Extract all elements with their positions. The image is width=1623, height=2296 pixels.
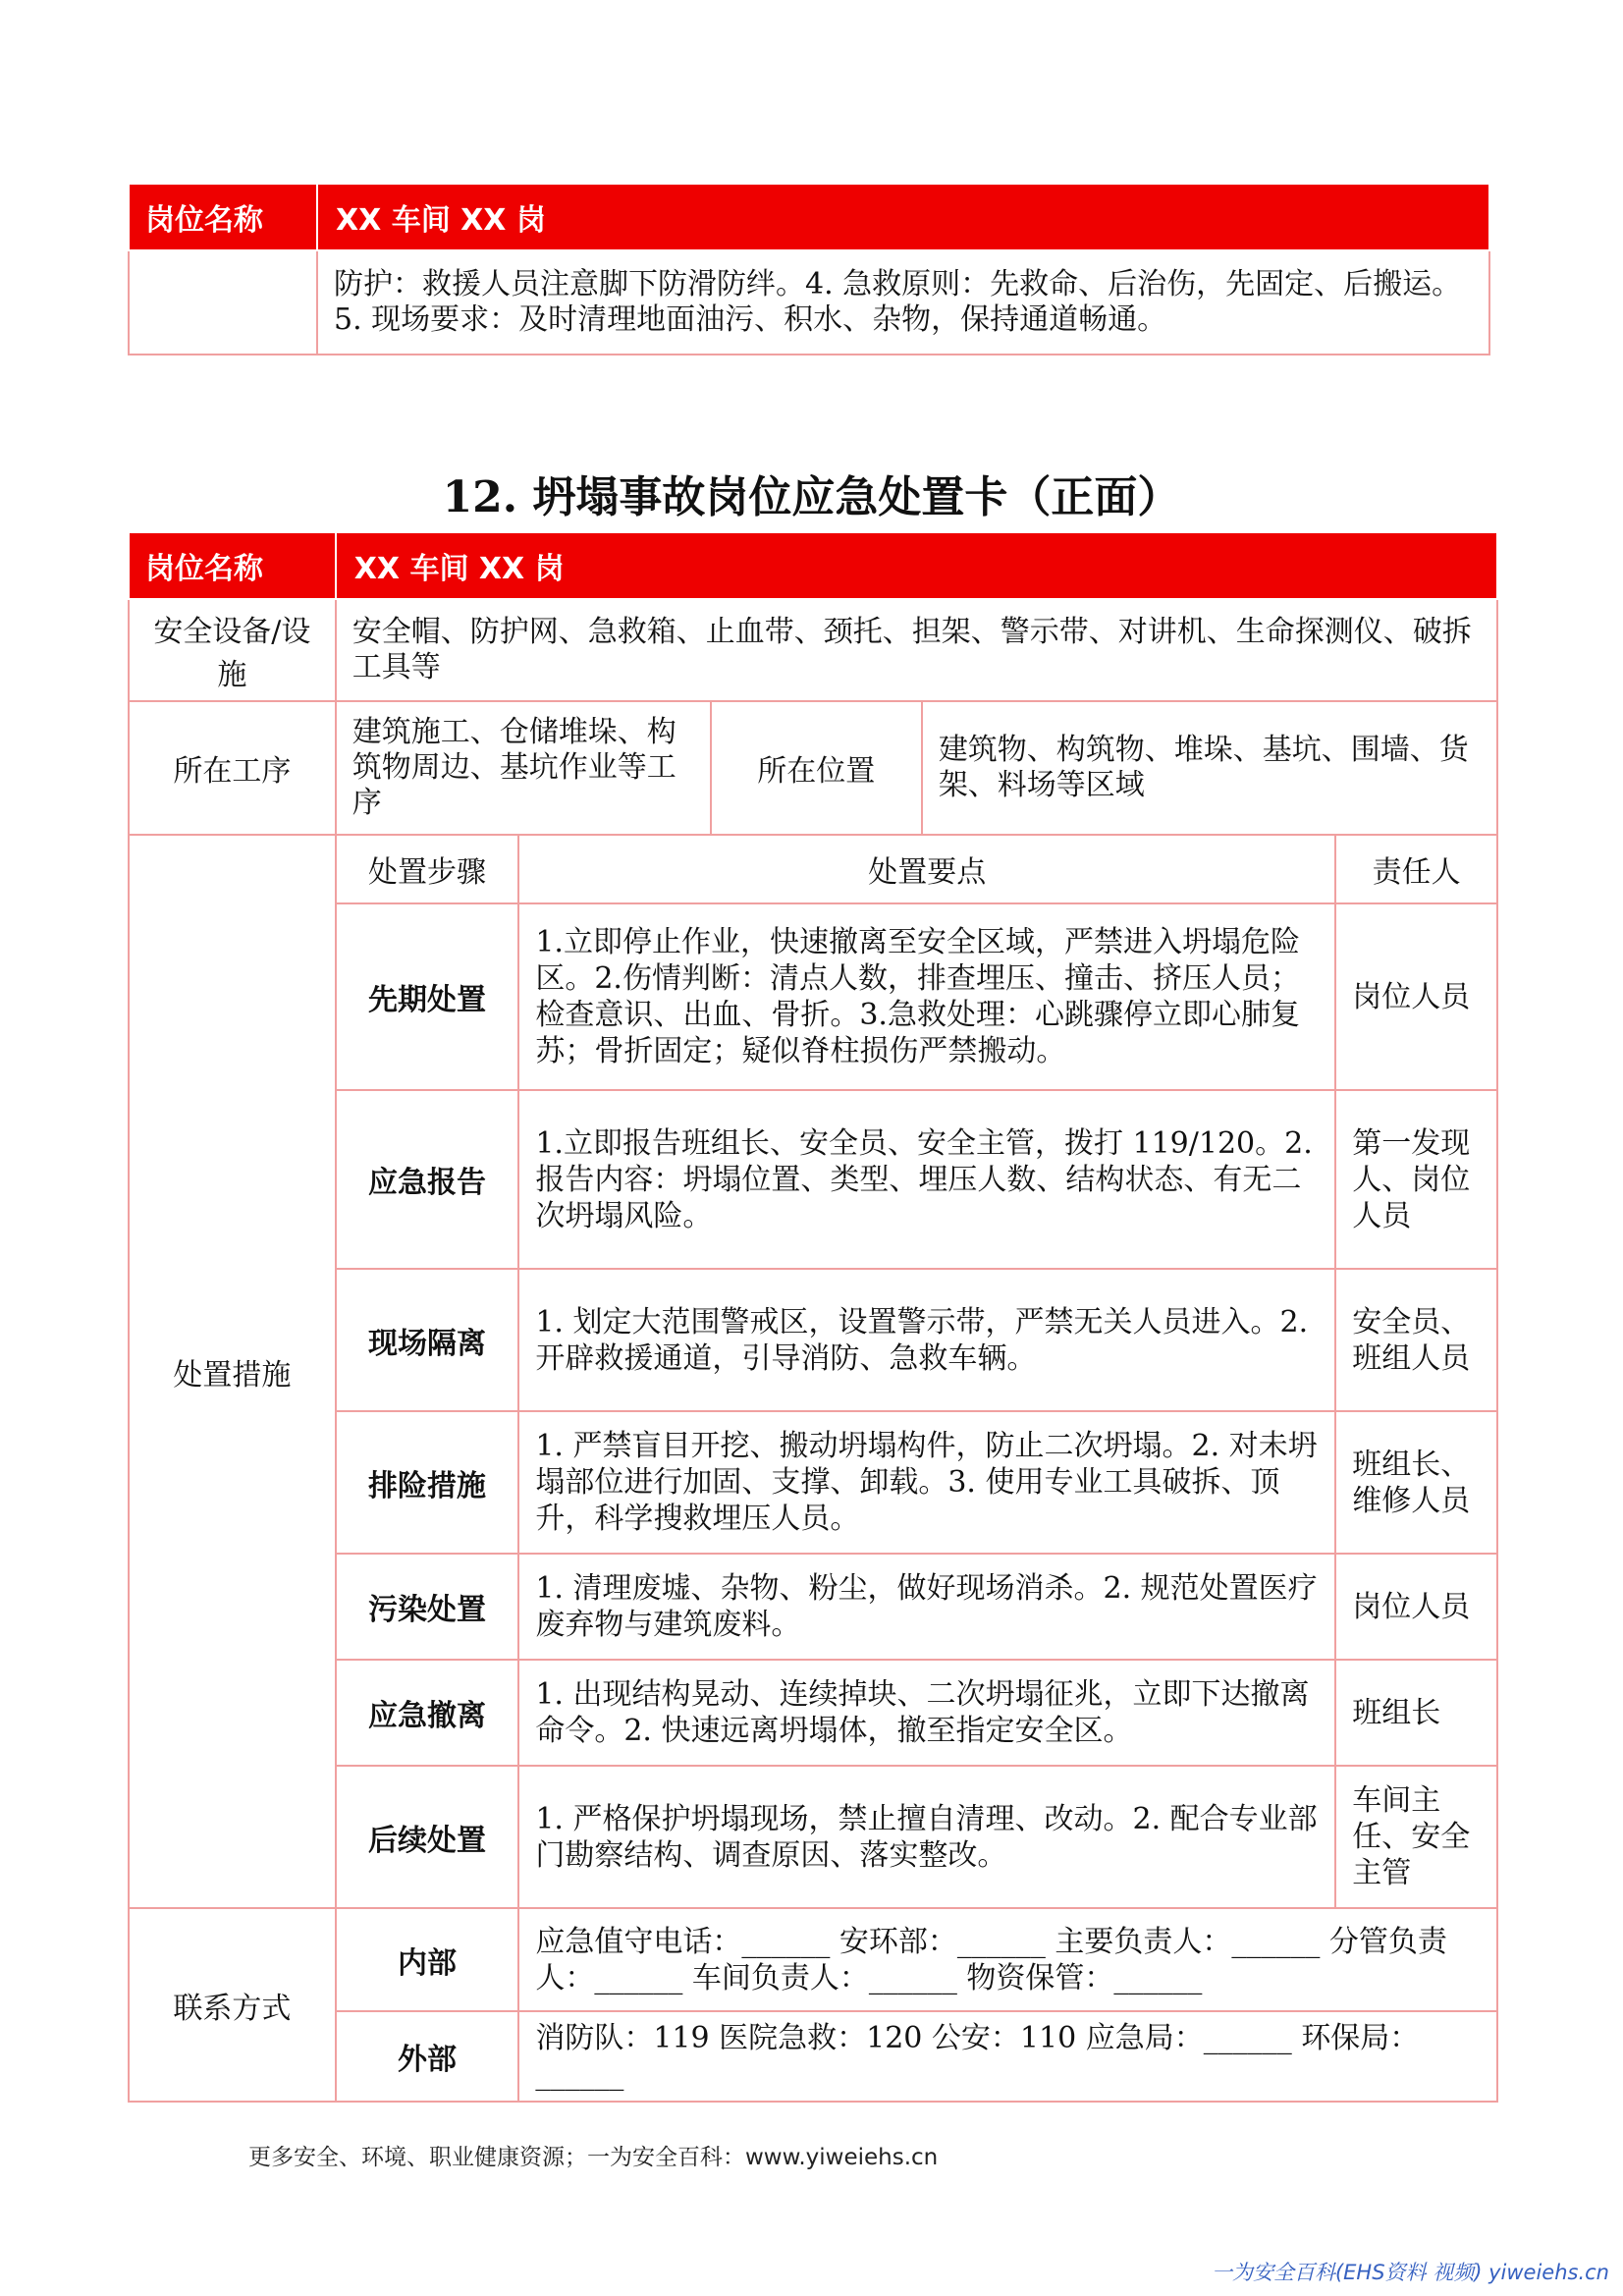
col-step-header: 处置步骤 [336,835,519,903]
step-responsible: 安全员、班组人员 [1335,1269,1497,1411]
location-label: 所在位置 [711,701,922,835]
equipment-value: 安全帽、防护网、急救箱、止血带、颈托、担架、警示带、对讲机、生命探测仪、破拆工具等 [336,599,1497,701]
watermark: 一为安全百科(EHS资料 视频) yiweiehs.cn [1211,2261,1609,2284]
step-points: 1.立即停止作业，快速撤离至安全区域，严禁进入坍塌危险区。2.伤情判断：清点人数，排查埋压、撞击、挤压人员；检查意识、出血、骨折。3.急救处理：心跳骤停立即心肺复苏；骨折固定；疑似脊柱损伤严禁搬动。 [518,903,1335,1090]
emergency-card [128,531,1498,2103]
empty-label-cell [129,250,317,355]
step-responsible: 岗位人员 [1335,1554,1497,1660]
process-value: 建筑施工、仓储堆垛、构筑物周边、基坑作业等工序 [336,701,711,835]
post-label: 岗位名称 [129,532,336,599]
col-points-header: 处置要点 [518,835,1335,903]
step-points: 1. 划定大范围警戒区，设置警示带，严禁无关人员进入。2. 开辟救援通道，引导消防、急救车辆。 [518,1269,1335,1411]
step-responsible: 班组长、维修人员 [1335,1411,1497,1554]
footer-text: 更多安全、环境、职业健康资源；一为安全百科：www.yiweiehs.cn [248,2145,939,2170]
page-title: 12. 坍塌事故岗位应急处置卡（正面） [442,472,1181,522]
equipment-label: 安全设备/设施 [129,599,336,701]
internal-label: 内部 [336,1908,519,2011]
continuation-text: 防护：救援人员注意脚下防滑防绊。4. 急救原则：先救命、后治伤，先固定、后搬运。5. 现场要求：及时清理地面油污、积水、杂物，保持通道畅通。 [317,250,1489,355]
post-value: XX 车间 XX 岗 [336,532,1497,599]
location-value: 建筑物、构筑物、堆垛、基坑、围墙、货架、料场等区域 [922,701,1497,835]
step-points: 1.立即报告班组长、安全员、安全主管，拨打 119/120。2.报告内容：坍塌位置、类型、埋压人数、结构状态、有无二次坍塌风险。 [518,1090,1335,1269]
card-continuation [128,183,1490,355]
step-responsible: 岗位人员 [1335,903,1497,1090]
step-responsible: 第一发现人、岗位人员 [1335,1090,1497,1269]
post-label: 岗位名称 [129,184,317,250]
step-points: 1. 严禁盲目开挖、搬动坍塌构件，防止二次坍塌。2. 对未坍塌部位进行加固、支撑、卸载。3. 使用专业工具破拆、顶升，科学搜救埋压人员。 [518,1411,1335,1554]
step-points: 1. 清理废墟、杂物、粉尘，做好现场消杀。2. 规范处置医疗废弃物与建筑废料。 [518,1554,1335,1660]
step-points: 1. 出现结构晃动、连续掉块、二次坍塌征兆，立即下达撤离命令。2. 快速远离坍塌体，撤至指定安全区。 [518,1660,1335,1766]
step-name: 污染处置 [336,1554,519,1660]
contact-label: 联系方式 [129,1908,336,2102]
step-name: 后续处置 [336,1766,519,1908]
step-responsible: 班组长 [1335,1660,1497,1766]
step-name: 先期处置 [336,903,519,1090]
step-name: 排险措施 [336,1411,519,1554]
step-name: 应急撤离 [336,1660,519,1766]
step-points: 1. 严格保护坍塌现场，禁止擅自清理、改动。2. 配合专业部门勘察结构、调查原因、落实整改。 [518,1766,1335,1908]
external-label: 外部 [336,2011,519,2102]
step-name: 应急报告 [336,1090,519,1269]
post-value: XX 车间 XX 岗 [317,184,1489,250]
external-contacts: 消防队：119 医院急救：120 公安：110 应急局：______ 环保局：______ [518,2011,1497,2102]
internal-contacts: 应急值守电话：______ 安环部：______ 主要负责人：______ 分管负责人：______ 车间负责人：______ 物资保管：______ [518,1908,1497,2011]
measures-label: 处置措施 [129,835,336,1908]
col-resp-header: 责任人 [1335,835,1497,903]
step-responsible: 车间主任、安全主管 [1335,1766,1497,1908]
step-name: 现场隔离 [336,1269,519,1411]
process-label: 所在工序 [129,701,336,835]
